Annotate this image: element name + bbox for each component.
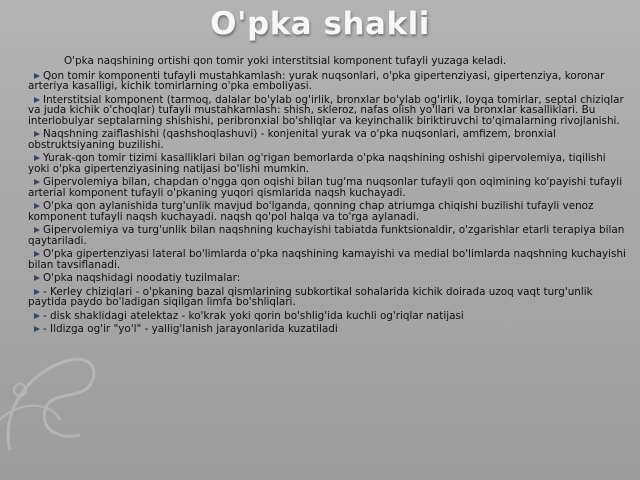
list-item-text: Gipervolemiya va turg'unlik bilan naqshning kuchayishi tabiatda funktsionaldir, o'zgarishlar etarli terapiya bilan qaytariladi. [28, 224, 625, 248]
list-item-text: - disk shaklidagi atelektaz - ko'krak yoki qorin bo'shlig'ida kuchli og'riqlar natijasi [43, 309, 464, 322]
list-item [28, 71, 628, 92]
list-item-text: O'pka naqshidagi noodatiy tuzilmalar: [43, 272, 241, 285]
bullet-arrow-icon [34, 313, 40, 319]
list-item-text: Gipervolemiya bilan, chapdan o'ngga qon oqishi bilan tug'ma nuqsonlar tufayli qon oqimining ko'payishi tufayli arterial komponent tufayli o'pkaning yuqori qismlarida naqsh kuchayadi. [28, 176, 623, 200]
list-item [28, 95, 628, 127]
list-item-text: Naqshning zaiflashishi (qashshoqlashuvi) - konjenital yurak va o'pka nuqsonlari, amfizem, bronxial obstruktsiyaning buzilishi. [28, 128, 557, 152]
bullet-arrow-icon [34, 289, 40, 295]
bullet-arrow-icon [34, 227, 40, 233]
list-item [28, 129, 628, 150]
list-item-text: Interstitsial komponent (tarmoq, dalalar bo'ylab og'irlik, bronxlar bo'ylab og'irlik, loyqa tomirlar, septal chiziqlar va juda kichik o'choqlar) tufayli mustahkamlash: shish, skleroz, nafas olish yo'llari va bronxlar kasalliklari. Bu interlobulyar septalarning shishishi, peribronxial bo'shliqlar va keyinchalik biriktiruvchi to'qimalarning rivojlanishi. [28, 93, 624, 128]
slide-title: O'pka shakli [210, 6, 430, 42]
list-item [28, 287, 628, 308]
bullet-arrow-icon [34, 275, 40, 281]
bullet-arrow-icon [34, 326, 40, 332]
list-item [28, 249, 628, 270]
list-item-text: O'pka gipertenziyasi lateral bo'limlarda o'pka naqshining kamayishi va medial bo'limlarda naqshning kuchayishi bilan tavsiflanadi. [28, 248, 626, 272]
intro-paragraph: O'pka naqshining ortishi qon tomir yoki interstitsial komponent tufayli yuzaga keladi. [64, 55, 507, 67]
list-item-text: Qon tomir komponenti tufayli mustahkamlash: yurak nuqsonlari, o'pka gipertenziyasi, gipertenziya, koronar arteriya kasalligi, kichik tomirlarning o'pka emboliyasi. [28, 69, 605, 93]
bullet-arrow-icon [34, 131, 40, 137]
bullet-arrow-icon [34, 73, 40, 79]
bullet-arrow-icon [34, 179, 40, 185]
bullet-arrow-icon [34, 97, 40, 103]
list-item [28, 273, 628, 284]
list-item [28, 153, 628, 174]
bullet-arrow-icon [34, 203, 40, 209]
list-item [28, 324, 628, 335]
list-item [28, 225, 628, 246]
list-item-text: - Kerley chiziqlari - o'pkaning bazal qismlarining subkortikal sohalarida kichik doirada uzoq vaqt turg'unlik paytida paydo bo'ladigan siqilgan limfa bo'shliqlari. [28, 285, 593, 309]
list-item-text: - Ildizga og'ir "yo'l" - yallig'lanish jarayonlarida kuzatiladi [43, 323, 338, 335]
decorative-swirl-icon [0, 330, 110, 460]
list-item-text: O'pka qon aylanishida turg'unlik mavjud bo'lganda, qonning chap atriumga chiqishi buzilishi tufayli venoz komponent tufayli naqsh kuchayadi. naqsh qo'pol halqa va to'rga aylanadi. [28, 200, 594, 224]
bullet-list [28, 71, 628, 335]
bullet-arrow-icon [34, 251, 40, 257]
list-item [28, 311, 628, 322]
bullet-arrow-icon [34, 155, 40, 161]
list-item [28, 201, 628, 222]
list-item [28, 177, 628, 198]
list-item-text: Yurak-qon tomir tizimi kasalliklari bilan og'rigan bemorlarda o'pka naqshining oshishi gipervolemiya, tiqilishi yoki o'pka gipertenziyasining natijasi bo'lishi mumkin. [28, 152, 606, 176]
slide-content [28, 56, 628, 337]
